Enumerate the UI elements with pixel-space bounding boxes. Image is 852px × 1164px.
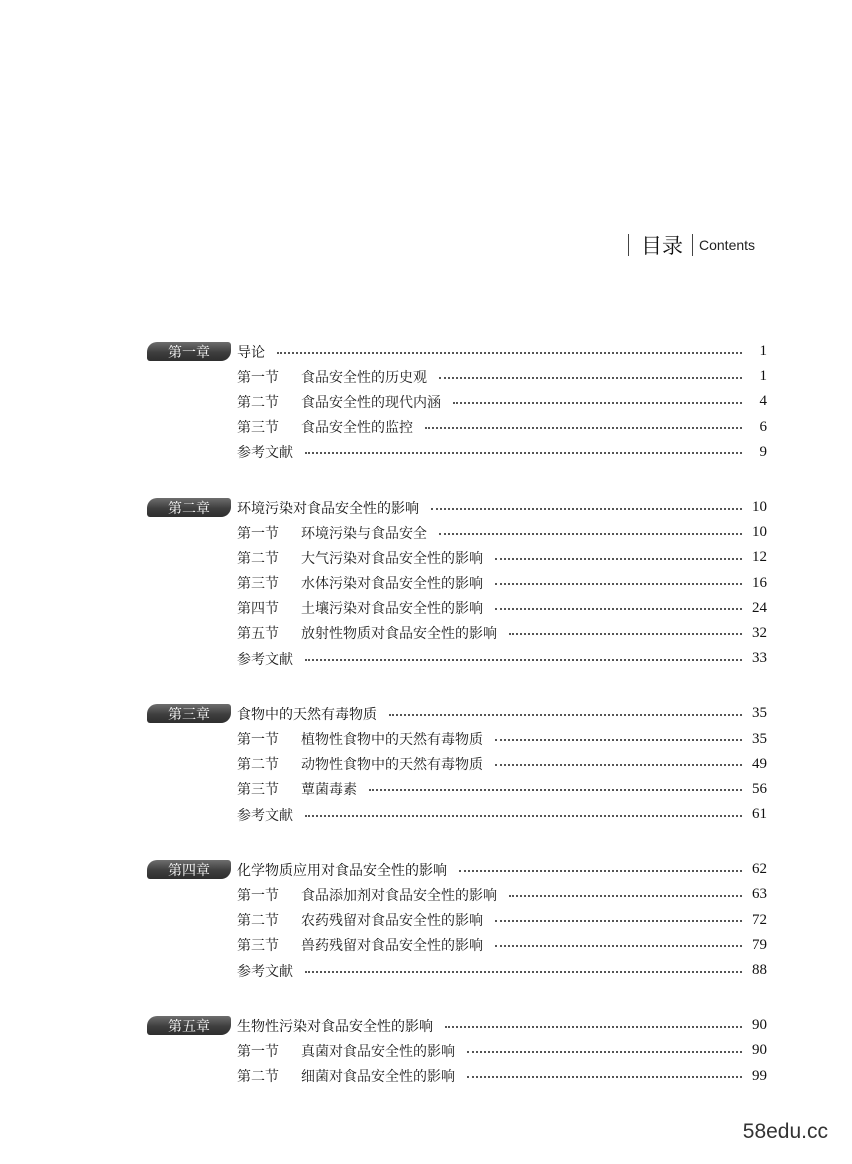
dot-leader [425,427,742,429]
chapter-row[interactable] [147,339,767,364]
section-row[interactable] [147,908,767,933]
section-title: 大气污染对食品安全性的影响 [301,550,483,567]
page-number: 6 [759,418,767,435]
dot-leader [305,971,742,973]
references-row[interactable] [147,440,767,465]
chapter-row[interactable] [147,1013,767,1038]
section-title: 兽药残留对食品安全性的影响 [301,938,483,955]
page-number: 24 [752,599,767,616]
chapter-block [147,339,767,465]
page-number: 49 [752,755,767,772]
dot-leader [305,659,742,661]
chapter-block [147,857,767,983]
section-label: 第四节 [237,601,279,618]
chapter-badge: 第三章 [147,704,231,723]
section-label: 第一节 [237,887,279,904]
section-text [237,1041,455,1061]
section-text [237,910,483,930]
chapter-badge-slot [147,342,237,361]
chapter-row[interactable] [147,495,767,520]
dot-leader [495,739,742,741]
dot-leader [495,920,742,922]
references-title: 参考文献 [237,651,293,668]
dot-leader [431,508,742,510]
dot-leader [277,352,742,354]
dot-leader [369,789,742,791]
section-text [237,523,427,543]
references-row[interactable] [147,646,767,671]
chapter-badge-slot [147,1016,237,1035]
section-label: 第一节 [237,525,279,542]
chapter-badge: 第四章 [147,860,231,879]
toc-title-cn: 目录 [641,234,683,258]
section-row[interactable] [147,545,767,570]
section-title: 细菌对食品安全性的影响 [301,1069,455,1086]
section-label: 第二节 [237,757,279,774]
chapter-badge: 第二章 [147,498,231,517]
section-text [237,885,497,905]
section-row[interactable] [147,882,767,907]
page-number: 99 [752,1067,767,1084]
section-title: 放射性物质对食品安全性的影响 [301,626,497,643]
section-label: 第五节 [237,626,279,643]
page-number: 90 [752,1017,767,1034]
section-label: 第三节 [237,782,279,799]
section-text [237,961,293,981]
section-row[interactable] [147,364,767,389]
dot-leader [439,533,742,535]
header-divider-right [692,234,693,256]
chapter-block [147,701,767,827]
chapter-block [147,495,767,671]
chapter-title: 环境污染对食品安全性的影响 [237,500,419,517]
section-text [237,779,357,799]
section-text [237,623,497,643]
section-label: 第二节 [237,1069,279,1086]
section-text [237,367,427,387]
dot-leader [495,558,742,560]
section-title: 农药残留对食品安全性的影响 [301,913,483,930]
section-label: 第一节 [237,732,279,749]
page-number: 16 [752,574,767,591]
references-title: 参考文献 [237,445,293,462]
section-title: 食品安全性的历史观 [301,369,427,386]
dot-leader [453,402,742,404]
section-row[interactable] [147,596,767,621]
dot-leader [445,1026,742,1028]
chapter-badge-slot [147,860,237,879]
page-number: 9 [759,443,767,460]
section-title: 动物性食物中的天然有毒物质 [301,757,483,774]
references-row[interactable] [147,958,767,983]
dot-leader [495,945,742,947]
section-text [237,598,483,618]
chapter-row[interactable] [147,857,767,882]
dot-leader [459,870,742,872]
dot-leader [509,895,742,897]
chapter-title: 化学物质应用对食品安全性的影响 [237,862,447,879]
table-of-contents [147,339,767,1119]
dot-leader [509,633,742,635]
section-row[interactable] [147,933,767,958]
dot-leader [467,1076,742,1078]
page-number: 1 [759,343,767,360]
references-row[interactable] [147,802,767,827]
toc-header [628,230,755,260]
section-row[interactable] [147,389,767,414]
section-text [237,729,483,749]
dot-leader [439,377,742,379]
section-title: 食品安全性的现代内涵 [301,394,441,411]
chapter-title: 导论 [237,344,265,361]
chapter-badge: 第五章 [147,1016,231,1035]
references-title: 参考文献 [237,807,293,824]
section-label: 第二节 [237,550,279,567]
section-text [237,805,293,825]
chapter-row[interactable] [147,701,767,726]
chapter-block [147,1013,767,1089]
section-label: 第一节 [237,369,279,386]
page-number: 4 [759,393,767,410]
section-label: 第二节 [237,913,279,930]
section-label: 第三节 [237,576,279,593]
page-number: 90 [752,1042,767,1059]
dot-leader [495,583,742,585]
section-row[interactable] [147,520,767,545]
section-text [237,573,483,593]
section-row[interactable] [147,571,767,596]
page-number: 62 [752,861,767,878]
section-row[interactable] [147,1064,767,1089]
section-row[interactable] [147,1038,767,1063]
page-number: 1 [759,368,767,385]
dot-leader [467,1051,742,1053]
section-label: 第一节 [237,1043,279,1060]
page-number: 35 [752,705,767,722]
chapter-title: 食物中的天然有毒物质 [237,706,377,723]
header-divider-left [628,234,629,256]
page-number: 63 [752,886,767,903]
page-number: 35 [752,730,767,747]
section-title: 真菌对食品安全性的影响 [301,1043,455,1060]
section-title: 环境污染与食品安全 [301,525,427,542]
page-number: 32 [752,624,767,641]
page-number: 88 [752,962,767,979]
section-row[interactable] [147,752,767,777]
section-row[interactable] [147,777,767,802]
page-number: 33 [752,650,767,667]
section-text [237,649,293,669]
dot-leader [305,452,742,454]
section-text [237,442,293,462]
section-text [237,935,483,955]
dot-leader [305,815,742,817]
section-label: 第二节 [237,394,279,411]
section-text [237,548,483,568]
page-number: 56 [752,780,767,797]
section-label: 第三节 [237,938,279,955]
chapter-badge-slot [147,498,237,517]
dot-leader [389,714,742,716]
page-number: 72 [752,911,767,928]
page-number: 10 [752,524,767,541]
page-number: 10 [752,499,767,516]
section-label: 第三节 [237,420,279,437]
section-row[interactable] [147,621,767,646]
page-number: 61 [752,806,767,823]
page-number: 12 [752,549,767,566]
section-text [237,392,441,412]
section-text [237,1066,455,1086]
watermark: 58edu.cc [742,1120,828,1143]
section-title: 蕈菌毒素 [301,782,357,799]
section-text [237,754,483,774]
section-title: 食品安全性的监控 [301,420,413,437]
section-text [237,417,413,437]
section-title: 植物性食物中的天然有毒物质 [301,732,483,749]
page-number: 79 [752,936,767,953]
chapter-title: 生物性污染对食品安全性的影响 [237,1018,433,1035]
section-row[interactable] [147,726,767,751]
dot-leader [495,764,742,766]
chapter-badge-slot [147,704,237,723]
section-title: 食品添加剂对食品安全性的影响 [301,887,497,904]
toc-title-en: Contents [699,237,756,253]
section-title: 土壤污染对食品安全性的影响 [301,601,483,618]
chapter-badge: 第一章 [147,342,231,361]
dot-leader [495,608,742,610]
section-title: 水体污染对食品安全性的影响 [301,576,483,593]
section-row[interactable] [147,415,767,440]
references-title: 参考文献 [237,963,293,980]
